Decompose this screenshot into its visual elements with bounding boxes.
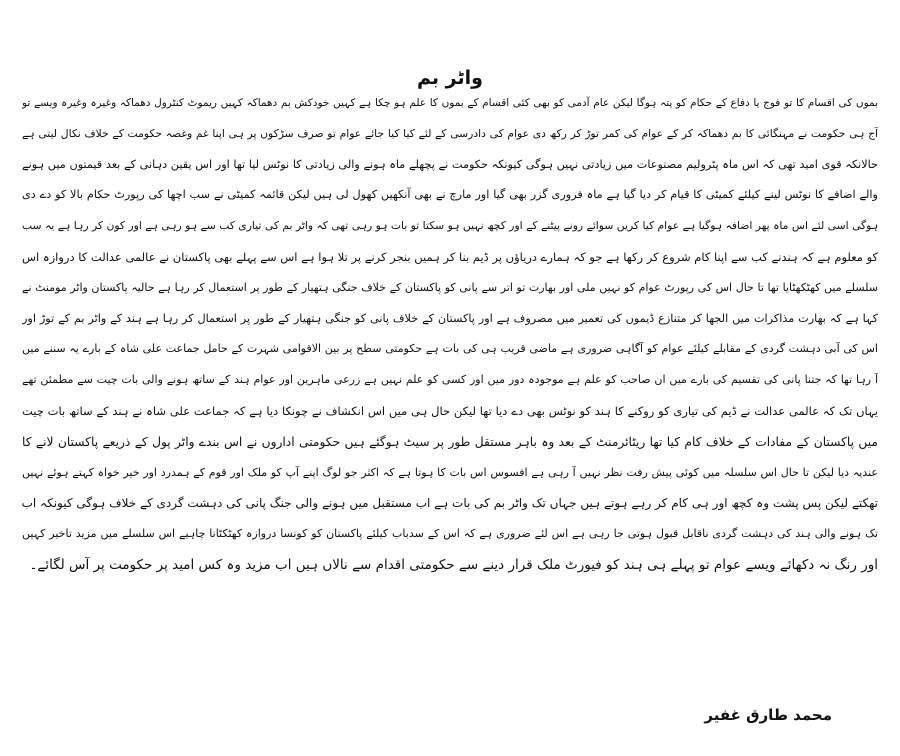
- article-line: تک ہونے والی ہند کی دہشت گردی ناقابل قبول ہوتی جا رہی ہے اس لئے ضروری ہے کہ اس کے سدباب کیلئے پاکستان کو کونسا دروازہ کھٹکٹانا چاہیے اس سلسلے میں مزید تاخیر کہیں: [22, 527, 878, 541]
- article-line: ہوگی اسی لئے اس ماہ پھر اضافہ ہوگیا ہے عوام کیا کریں سوائے رونے پیٹنے کے اور کچھ نہیں ہو سکتا تو بات ہو رہی تھی کہ واٹر بم کی تیاری کب سے ہو رہی ہے اور کون کر رہا ہے یہ سب: [22, 219, 878, 233]
- author-signature: محمد طارق غفیر: [704, 706, 832, 724]
- article-line: اور رنگ نہ دکھائے ویسے عوام تو پہلے ہی ہند کو فیورٹ ملک قرار دینے سے حکومتی اقدام سے نالاں ہیں اب مزید وہ کس امید پر حکومت پر آس لگائے۔: [29, 556, 878, 573]
- article-line: اس کی آبی دہشت گردی کے مقابلے کیلئے عوام کو آگاہی ضروری ہے ماضی قریب ہی کی بات ہے حکومتی سطح پر بین الاقوامی شہرت کے حامل جماعت علی شاہ کے بارے یہ سننے میں: [22, 342, 878, 356]
- article-line: آج ہی حکومت نے مہنگائی کا بم دھماکہ کر کے عوام کی کمر توڑ کر رکھ دی عوام کی دادرسی کے لئے کیا کیا جائے عوام تو صرف سڑکوں پر ہی اپنا غم وغصہ حکومت کے خلاف نکال لیتی ہے: [22, 126, 878, 140]
- article-line: حالانکہ قوی امید تھی کہ اس ماہ پٹرولیم مصنوعات میں زیادتی نہیں ہوگی کیونکہ حکومت نے پچھلے ماہ ہونے والی زیادتی کا نوٹس لیا تھا اور اس یقین دہانی کے بعد قیمتوں میں ہونے: [22, 157, 878, 171]
- article-line: یہاں تک کہ عالمی عدالت نے ڈیم کی تیاری کو روکنے کا ہند کو نوٹس بھی دے دیا تھا لیکن حال ہی میں اس انکشاف نے چونکا دیا ہے کہ جماعت علی شاہ نے ہند کے ساتھ بات چیت: [22, 403, 878, 418]
- article-line: سلسلے میں کھٹکھٹایا تھا تا حال اس کی رپورٹ عوام کو نہیں ملی اور بھارت تو اتر سے پانی کو پاکستان کے خلاف جنگی ہتھیار کے طور پر استعمال کر رہا ہے حالیہ پاکستان واٹر مومنٹ نے: [22, 280, 878, 294]
- article-body: [22, 88, 878, 581]
- article-line: کو معلوم ہے کہ ہندنے کب سے اپنا کام شروع کر رکھا ہے جو کہ ہمارے دریاؤں پر ڈیم بنا کر ہمیں بنجر کرنے پر تلا ہوا ہے اس سے پہلے بھی پاکستان نے عالمی عدالت کا دروازہ اس: [22, 249, 878, 264]
- article-line: عندیہ دیا لیکن تا حال اس سلسلہ میں کوئی پیش رفت نظر نہیں آ رہی ہے افسوس اس بات کا ہوتا ہے کہ اکثر جو لوگ اپنے آپ کو ملک اور قوم کے ہمدرد اور خیر خواہ کہتے ہوئے نہیں: [22, 465, 878, 479]
- article-line: تھکتے لیکن پس پشت وہ کچھ اور ہی کام کر رہے ہوتے ہیں جہاں تک واٹر بم کی بات ہے اب مستقبل میں ہونے والی جنگ پانی کی دہشت گردی کے خلاف ہوگی کیونکہ اب: [22, 496, 878, 511]
- article-line: بموں کی اقسام کا تو فوج یا دفاع کے حکام کو پتہ ہوگا لیکن عام آدمی کو بھی کئی اقسام کے بموں کا علم ہو چکا ہے کہیں خودکش بم دھماکہ کہیں ریموٹ کنٹرول دھماکہ وغیرہ وغیرہ ویسے تو: [22, 97, 878, 109]
- article-line: آ رہا تھا کہ جتنا پانی کی تقسیم کی بارے میں ان صاحب کو علم ہے موجودہ دور میں اور کسی کو علم نہیں ہے زرعی ماہرین اور عوام ہند کے ساتھ ہونے والی بات چیت سے مطمئن تھے: [22, 373, 878, 387]
- article-title: واٹر بم: [417, 66, 483, 89]
- article-line: میں پاکستان کے مفادات کے خلاف کام کیا تھا ریٹائرمنٹ کے بعد وہ باہر مستقل طور پر سیٹ ہوگئے ہیں حکومتی اداروں نے اس بندے واٹر پول کے ذریعے پاکستان لانے کا: [22, 434, 878, 449]
- article-line: والے اضافے کا نوٹس لینے کیلئے کمیٹی کا قیام کر دیا گیا ہے ماہ فروری گزر بھی گیا اور مارچ نے بھی آنکھیں کھول لی ہیں لیکن قائمہ کمیٹی نے سب اچھا کی رپورٹ حکام بالا کو دے دی: [22, 188, 878, 202]
- article-line: کہا ہے کہ بھارت مذاکرات میں الجھا کر متنازع ڈیموں کی تعمیر میں مصروف ہے اور پاکستان کے خلاف پانی کو جنگی ہتھیار کے طور پر استعمال کر رہا ہے ہند کے واٹر بم کے توڑ اور: [22, 311, 878, 325]
